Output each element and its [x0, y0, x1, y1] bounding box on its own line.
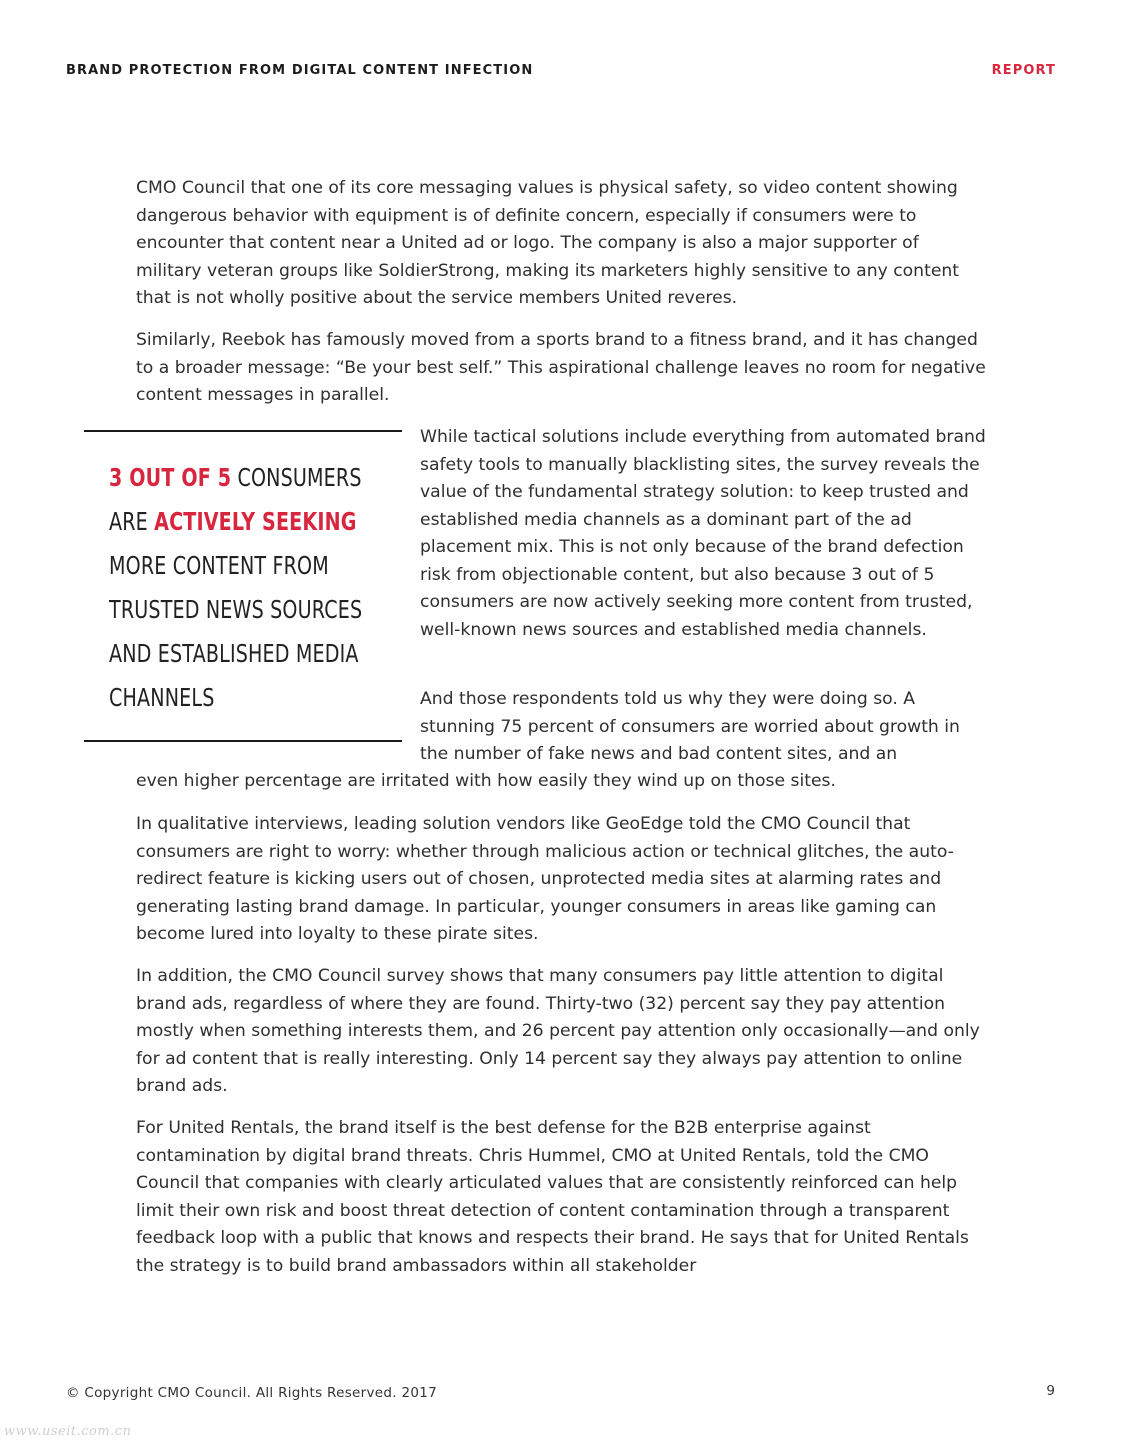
page-number: 9 [1046, 1383, 1055, 1399]
paragraph-reebok: Similarly, Reebok has famously moved from a sports brand to a fitness brand, and it has changed to a broader message: “Be your best self.” This aspirational challenge leaves no room for negative content messages in parallel. [136, 330, 986, 405]
paragraph-survey-attention: In addition, the CMO Council survey shows that many consumers pay little attention to digital brand ads, regardless of where they are found. Thirty-two (32) percent say they pay attention mostly when something interests them, and 26 percent pay attention only occasionally—and only for ad content that is really interesting. Only 14 percent say they always pay attention to online brand ads. [136, 966, 980, 1096]
pull-quote [84, 430, 402, 742]
pull-quote-text-1: CONSUMERS ARE [109, 463, 362, 536]
pull-quote-text [109, 456, 399, 720]
paragraph-respondents-continued: even higher percentage are irritated with how easily they wind up on those sites. [136, 771, 836, 791]
copyright-notice: © Copyright CMO Council. All Rights Reserved. 2017 [66, 1385, 438, 1401]
pull-quote-highlight-stat: 3 OUT OF 5 [109, 463, 232, 492]
paragraph-qualitative-interviews: In qualitative interviews, leading solution vendors like GeoEdge told the CMO Council that consumers are right to worry: whether through malicious action or technical glitches, the auto-redirect feature is kicking users out of chosen, unprotected media sites at alarming rates and generating lasting brand damage. In particular, younger consumers in areas like gaming can become lured into loyalty to these pirate sites. [136, 814, 954, 944]
pull-quote-text-2: MORE CONTENT FROM TRUSTED NEWS SOURCES AND ESTABLISHED MEDIA CHANNELS [109, 551, 363, 712]
pull-quote-highlight-seeking: ACTIVELY SEEKING [154, 507, 357, 536]
paragraph-tactical-solutions: While tactical solutions include everything from automated brand safety tools to manually blacklisting sites, the survey reveals the value of the fundamental strategy solution: to keep trusted and established media channels as a dominant part of the ad placement mix. This is not only because of the brand defection risk from objectionable content, but also because 3 out of 5 consumers are now actively seeking more content from trusted, well-known news sources and established media channels. [420, 427, 986, 640]
watermark: www.useit.com.cn [4, 1424, 132, 1439]
paragraph-respondents: And those respondents told us why they were doing so. A stunning 75 percent of consumers are worried about growth in the number of fake news and bad content sites, and an [420, 689, 960, 764]
document-title: BRAND PROTECTION FROM DIGITAL CONTENT INFECTION [66, 63, 534, 78]
paragraph-united-safety: CMO Council that one of its core messaging values is physical safety, so video content showing dangerous behavior with equipment is of definite concern, especially if consumers were to encounter that content near a United ad or logo. The company is also a major supporter of military veteran groups like SoldierStrong, making its marketers highly sensitive to any content that is not wholly positive about the service members United reveres. [136, 178, 960, 308]
page-header [66, 63, 1056, 83]
section-label: REPORT [991, 63, 1056, 78]
paragraph-united-rentals: For United Rentals, the brand itself is the best defense for the B2B enterprise against contamination by digital brand threats. Chris Hummel, CMO at United Rentals, told the CMO Council that companies with clearly articulated values that are consistently reinforced can help limit their own risk and boost threat detection of content contamination through a transparent feedback loop with a public that knows and respects their brand. He says that for United Rentals the strategy is to build brand ambassadors within all stakeholder [136, 1118, 969, 1276]
